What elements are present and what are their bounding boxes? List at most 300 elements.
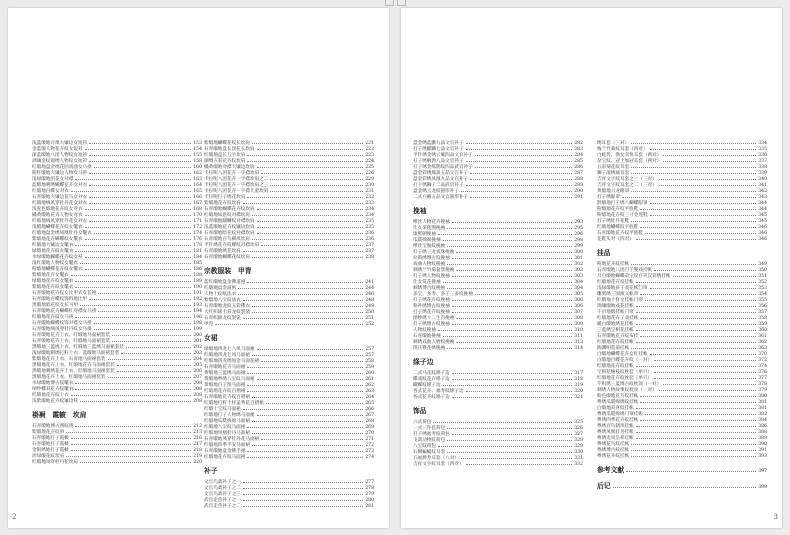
toc-entry-title: 刺绣人物故事纹枕顶（一对） xyxy=(597,388,657,393)
toc-entry-title: 红缎地蝴蝶纹平底鞋 xyxy=(597,225,639,230)
toc-entry-page: 274 xyxy=(365,455,374,460)
toc-entry[interactable] xyxy=(413,194,583,200)
toc-entry[interactable] xyxy=(204,254,374,260)
leader-dots xyxy=(452,273,572,277)
toc-entry-title: 宝相花缠枝纹枕套（单只） xyxy=(597,370,653,375)
toc-entry-title: 红缎地花卉纹女马褂 xyxy=(32,315,74,320)
leader-dots xyxy=(243,200,363,204)
toc-entry-page: 359 xyxy=(758,322,767,327)
leader-dots xyxy=(447,225,572,229)
leader-dots xyxy=(261,358,363,362)
section-heading-text: 挽袖 xyxy=(413,207,427,215)
toc-entry-title: 石青缎地挽袖 xyxy=(413,334,441,339)
toc-entry-title: 石青缎地蝴蝶花卉纹坎肩 xyxy=(204,207,255,212)
toc-entry-page: 160 xyxy=(193,165,202,170)
leader-dots xyxy=(243,485,363,489)
leader-dots xyxy=(447,345,572,349)
toc-entry-title: 金银绣地打子霞帔 xyxy=(32,448,69,453)
toc-entry-page: 330 xyxy=(574,450,583,455)
toc-entry-title: 粘补绣博古纹挽袖 xyxy=(413,304,450,309)
leader-dots xyxy=(631,447,756,451)
leader-dots xyxy=(247,152,363,156)
toc-entry-title: 拉锁绣博古纹挽袖 xyxy=(413,256,450,261)
toc-entry-title: 白缎地双喜纹挂帐 xyxy=(597,406,634,411)
toc-entry-page: 222 xyxy=(365,147,374,152)
leader-dots xyxy=(66,429,191,433)
toc-entry-page: 362 xyxy=(758,340,767,345)
leader-dots xyxy=(66,453,191,457)
toc-entry-page: 328 xyxy=(574,438,583,443)
section-heading-text: 后记 xyxy=(597,482,611,490)
toc-entry-page: 206 xyxy=(193,369,202,374)
toc-entry-title: 打子绣鹌鹑八品文官补子 xyxy=(413,159,464,164)
leader-dots xyxy=(640,224,756,228)
toc-entry-page: 379 xyxy=(758,388,767,393)
toc-entry-page: 265 xyxy=(365,401,374,406)
toc-entry-title: 红缎地瓜瓞绵绵马面裙 xyxy=(204,419,250,424)
toc-entry-page: 246 xyxy=(365,292,374,297)
toc-entry-title: 淡绿缎花纹坎肩 xyxy=(32,454,65,459)
toc-entry-title: 粉缎地蝴蝶花卉纹女氅衣 xyxy=(32,267,83,272)
toc-entry-page: 190 xyxy=(193,285,202,290)
toc-entry-title: 石青缎地百蝶纹饰料地比甲 xyxy=(32,297,88,302)
leader-dots xyxy=(654,369,756,373)
toc-entry-title: 各式花卉纹绦子边 xyxy=(413,395,450,400)
leader-dots xyxy=(270,176,363,180)
toc-entry-page: 306 xyxy=(574,298,583,303)
toc-entry-page: 233 xyxy=(365,201,374,206)
toc-entry-page: 261 xyxy=(365,377,374,382)
toc-entry-title: 石青缎地打子霞帔 xyxy=(32,442,69,447)
toc-entry-title: 绿缎地花卉纹女氅衣 xyxy=(32,249,74,254)
toc-entry-page: 216 xyxy=(193,436,202,441)
toc-entry-page: 168 xyxy=(193,207,202,212)
toc-entry-title: 黑缎地三蓝绣上衣、红缎地三蓝绣马面裙套装 xyxy=(32,345,124,350)
toc-entry-title: 盘金绣云龙纹圆形补子 xyxy=(413,189,459,194)
toc-entry-title: 酒镶金纹锦绣人物纹女短衫 xyxy=(32,159,88,164)
toc-entry-page: 176 xyxy=(193,237,202,242)
toc-entry-title: 白缎地蝴蝶花卉女红挂帐 xyxy=(597,352,648,357)
toc-entry-title: 石榴蝙蝠纹耳套 xyxy=(413,450,446,455)
toc-entry-title: 月白缎地蝴蝶杂宝纹百笑汉彩绣挂帐 xyxy=(597,274,671,279)
toc-entry-title: 粉红缎地大镶边人物女马褂 xyxy=(32,171,88,176)
toc-entry-title: 紫缎地八宝纹法衣 xyxy=(204,298,241,303)
toc-entry-page: 269 xyxy=(365,425,374,430)
toc-entry-page: 296 xyxy=(574,232,583,237)
toc-entry-title: 石青缎地花卉纹平底鞋 xyxy=(597,231,643,236)
toc-entry-title: 红缎地百蝶女对衣 xyxy=(32,189,69,194)
toc-entry-page: 390 xyxy=(758,442,767,447)
toc-entry-title: 黑缎地花卉上衣、红缎地马面裙套装 xyxy=(32,375,106,380)
toc-entry-title: 武官走兽补子之二 xyxy=(204,504,241,509)
toc-entry-page: 291 xyxy=(574,195,583,200)
toc-entry-page: 218 xyxy=(193,448,202,453)
toc-entry-page: 346 xyxy=(758,237,767,242)
toc-entry[interactable] xyxy=(204,321,374,327)
leader-dots xyxy=(640,206,756,210)
toc-entry[interactable] xyxy=(413,461,583,467)
toc-entry-title: 金蓝缎人物花卉纹女短衫 xyxy=(32,147,83,152)
toc-entry-title: 红缎地花卉纹百褶裙 xyxy=(204,389,246,394)
toc-entry-page: 192 xyxy=(193,297,202,302)
toc-entry-page: 391 xyxy=(758,448,767,453)
toc-entry-page: 321 xyxy=(574,395,583,400)
toc-entry-page: 270 xyxy=(365,431,374,436)
leader-dots xyxy=(89,140,191,144)
leader-dots xyxy=(89,194,191,198)
leader-dots xyxy=(243,248,363,252)
leader-dots xyxy=(659,176,756,180)
toc-entry[interactable] xyxy=(413,394,583,400)
toc-entry-page: 335 xyxy=(758,147,767,152)
toc-entry-title: 红缎地打子人物绣马面裙 xyxy=(204,413,255,418)
toc-entry-page: 203 xyxy=(193,351,202,356)
toc-entry-title: 绿缎地花卉纹女氅衣 xyxy=(32,279,74,284)
toc-entry-page: 363 xyxy=(758,346,767,351)
leader-dots xyxy=(252,212,363,216)
leader-dots xyxy=(257,146,364,150)
section-heading xyxy=(597,465,767,475)
leader-dots xyxy=(261,170,363,174)
leader-dots xyxy=(631,218,756,222)
leader-dots xyxy=(631,170,756,174)
toc-entry-page: 293 xyxy=(574,220,583,225)
toc-entry-title: 白蛇传、渔女卖鱼耳套（两对） xyxy=(597,153,662,158)
toc-entry-page: 208 xyxy=(193,393,202,398)
toc-entry-page: 290 xyxy=(574,189,583,194)
toc-entry-title: 粤绣凤凰牡丹挂帐 xyxy=(597,430,634,435)
toc-entry-title: 黔缎地打子绣八蝴蝶眼罩 xyxy=(597,201,648,206)
toc-entry-title: 石青缎地花卉上衣、红缎地马面裙套装 xyxy=(32,339,111,344)
leader-dots xyxy=(252,430,363,434)
toc-entry-page: 280 xyxy=(365,498,374,503)
toc-entry-title: 黑缎地刺绣花卉上衣、红缎地马面裙套装 xyxy=(32,369,115,374)
toc-entry-title: 石青缎地博古图纹褂 xyxy=(32,424,74,429)
toc-entry-title: 红缎十宝纹马面裙 xyxy=(204,407,241,412)
toc-entry-page: 326 xyxy=(574,426,583,431)
toc-entry-title: 紫缎地花卉女氅衣 xyxy=(32,273,69,278)
section-page-number: 399 xyxy=(758,485,767,490)
toc-entry-title: 浅红缎地人物纹女氅衣 xyxy=(32,261,78,266)
toc-entry-title: 湖绸五彩花卉纹坎肩 xyxy=(204,159,246,164)
toc-entry-title: 雕刻绣三国演义帐帘 xyxy=(597,292,639,297)
toc-entry-page: 235 xyxy=(365,225,374,230)
toc-entry-title: 水绿缎地博古纹氅衣 xyxy=(32,381,74,386)
toc-entry-title: 打子绣狮子二品武官补子 xyxy=(413,183,464,188)
toc-entry-page: 289 xyxy=(574,183,583,188)
toc-entry-title: 石青缎地大镶边花鸟女对衣 xyxy=(32,195,88,200)
leader-dots xyxy=(645,230,756,234)
toc-entry-title: 蝴蝶纹绦子边 xyxy=(413,383,441,388)
toc-entry[interactable] xyxy=(32,398,202,404)
toc-entry-page: 303 xyxy=(574,274,583,279)
leader-dots xyxy=(636,435,756,439)
leader-dots xyxy=(117,362,192,366)
leader-dots xyxy=(266,400,363,404)
leader-dots xyxy=(433,419,572,423)
toc-entry-page: 268 xyxy=(365,419,374,424)
leader-dots xyxy=(438,443,572,447)
leader-dots xyxy=(438,231,572,235)
toc-entry-page: 162 xyxy=(193,171,202,176)
leader-dots xyxy=(631,140,756,144)
toc-column-3 xyxy=(413,140,583,467)
toc-column-1 xyxy=(32,140,202,465)
leader-dots xyxy=(631,345,756,349)
toc-entry-title: 武官走兽补子之一 xyxy=(204,498,241,503)
toc-entry-title: 粤绣瓜瓞绵绵纹挂帐 xyxy=(597,400,639,405)
toc-entry-page: 345 xyxy=(758,219,767,224)
right-page xyxy=(401,8,782,528)
toc-entry-page: 193 xyxy=(193,303,202,308)
leader-dots xyxy=(247,364,363,368)
leader-dots xyxy=(257,346,364,350)
leader-dots xyxy=(650,212,757,216)
leader-dots xyxy=(247,194,363,198)
toc-entry-page: 343 xyxy=(758,195,767,200)
toc-entry-title: 六式荷包 xyxy=(413,420,432,425)
toc-entry-title: 多宝、多寿、多子三多纹挽袖 xyxy=(413,292,473,297)
toc-entry[interactable] xyxy=(204,503,374,509)
toc-entry-page: 189 xyxy=(193,279,202,284)
leader-dots xyxy=(257,164,364,168)
leader-dots xyxy=(447,449,572,453)
toc-entry-page: 200 xyxy=(193,333,202,338)
toc-entry-page: 241 xyxy=(365,280,374,285)
leader-dots xyxy=(252,394,363,398)
leader-dots xyxy=(456,339,572,343)
toc-entry-title: 各式花卉、福寿纹绦子边 xyxy=(413,389,464,394)
leader-dots xyxy=(438,327,572,331)
toc-entry-page: 299 xyxy=(574,244,583,249)
leader-dots xyxy=(636,236,756,240)
toc-entry-title: 粉缎地花卉纹三寸金莲鞋 xyxy=(597,213,648,218)
toc-entry-page: 384 xyxy=(758,418,767,423)
toc-entry-title: 红缎地花卉子戏挂帐 xyxy=(597,316,639,321)
leader-dots xyxy=(71,272,191,276)
toc-entry-title: 打子绣花卉纹挽袖 xyxy=(413,310,450,315)
leader-dots xyxy=(650,285,757,289)
toc-entry-page: 308 xyxy=(574,316,583,321)
leader-dots xyxy=(89,170,191,174)
toc-entry-title: 锦镶缎地戏花挂帐 xyxy=(597,304,634,309)
toc-entry[interactable] xyxy=(597,236,767,242)
toc-entry-title: 紫缎地蝴蝶花纹长坎肩 xyxy=(204,141,250,146)
leader-dots xyxy=(252,418,363,422)
leader-dots xyxy=(80,302,191,306)
toc-entry-title: 红缎地八宝纹马面裙 xyxy=(204,425,246,430)
toc-entry-page: 196 xyxy=(193,315,202,320)
leader-dots xyxy=(89,200,191,204)
leader-dots xyxy=(640,291,756,295)
toc-entry-page: 264 xyxy=(365,395,374,400)
toc-entry-page: 220 xyxy=(193,460,202,465)
toc-entry-title: 紫缎地花卉纹女氅衣 xyxy=(32,285,74,290)
leader-dots xyxy=(247,279,363,283)
toc-entry-title: 文官鸟禽补子之三 xyxy=(204,492,241,497)
toc-entry-page: 389 xyxy=(758,436,767,441)
leader-dots xyxy=(247,388,363,392)
toc-entry-page: 224 xyxy=(365,159,374,164)
toc-entry-title: 红缎地四龙绣加金马面花裙 xyxy=(204,359,260,364)
toc-entry-title: 红缎地花卉纹枕套（单只） xyxy=(597,376,653,381)
toc-entry-title: 石青缎地麒麟纹对襟坎肩 xyxy=(204,219,255,224)
toc-entry-page: 381 xyxy=(758,400,767,405)
toc-entry-title: 红缎地凤凰牡丹马面裙 xyxy=(204,431,250,436)
toc-entry-page: 376 xyxy=(758,370,767,375)
toc-entry-title: 文官鸟禽补子之一 xyxy=(204,480,241,485)
leader-dots xyxy=(447,243,572,247)
toc-entry-title: 二式白鹇五品文官圆形补子 xyxy=(413,195,469,200)
leader-dots xyxy=(645,297,756,301)
toc-entry-title: 粤绣瓜瓞绵绵门帘挂帐 xyxy=(597,412,643,417)
toc-entry-title: 芋织绣三蓝博古纹枕顶（一对） xyxy=(597,382,662,387)
leader-dots xyxy=(252,309,363,313)
leader-dots xyxy=(75,314,191,318)
toc-entry-title: 紫缎地花卉上衣、石青地马面裙套装 xyxy=(32,357,106,362)
leader-dots xyxy=(654,357,756,361)
toc-entry-title: 陶渊明赏菊挂帐 xyxy=(597,346,630,351)
leader-dots xyxy=(452,219,572,223)
leader-dots xyxy=(456,267,572,271)
section-heading xyxy=(204,333,374,343)
toc-entry-page: 263 xyxy=(365,389,374,394)
toc-entry-page: 378 xyxy=(758,382,767,387)
toc-entry-title: 红缎地花卉纹挂帐 xyxy=(597,280,634,285)
toc-entry-page: 250 xyxy=(365,310,374,315)
leader-dots xyxy=(452,370,572,374)
toc-entry-title: 盘金绣蓝鹏九品文官补子 xyxy=(413,141,464,146)
toc-entry-title: 浅绿缎地团花女对襟 xyxy=(32,177,74,182)
page-number-left: 2 xyxy=(12,513,17,521)
toc-entry-page: 301 xyxy=(574,256,583,261)
toc-entry-page: 202 xyxy=(193,345,202,350)
toc-entry-title: 橘黄缎地对襟大镶边坎肩 xyxy=(204,165,255,170)
toc-entry-title: 石青缎地盘长团花长坎肩 xyxy=(204,147,255,152)
toc-entry-page: 306 xyxy=(574,304,583,309)
leader-dots xyxy=(243,479,363,483)
toc-entry-title: 一式三件套荷包 xyxy=(413,426,446,431)
toc-entry-page: 298 xyxy=(574,238,583,243)
leader-dots xyxy=(243,297,363,301)
toc-entry-title: 粤绣博古纹挂帐 xyxy=(597,448,630,453)
leader-dots xyxy=(659,387,756,391)
toc-entry-title: 红缎地花卉纹上衣 xyxy=(32,393,69,398)
toc-entry-page: 361 xyxy=(758,334,767,339)
leader-dots xyxy=(443,237,573,241)
toc-entry-page: 382 xyxy=(758,412,767,417)
leader-dots xyxy=(673,273,757,277)
leader-dots xyxy=(466,140,573,144)
leader-dots xyxy=(452,303,572,307)
leader-dots xyxy=(257,224,364,228)
toc-entry-page: 158 xyxy=(193,159,202,164)
leader-dots xyxy=(636,327,756,331)
toc-entry-title: 白缎地百蝶花卉纹（一对） xyxy=(597,358,653,363)
leader-dots xyxy=(247,382,363,386)
leader-dots xyxy=(85,254,192,258)
toc-entry-title: 缂丝人物花卉挽袖 xyxy=(413,220,450,225)
leader-dots xyxy=(108,374,192,378)
toc-entry-page: 262 xyxy=(365,383,374,388)
toc-entry-title: 粉缎地花卉纹平底鞋 xyxy=(597,207,639,212)
toc-entry[interactable] xyxy=(204,454,374,460)
leader-dots xyxy=(98,290,191,294)
leader-dots xyxy=(243,497,363,501)
toc-entry[interactable] xyxy=(597,453,767,459)
page-number-right: 3 xyxy=(773,513,778,521)
toc-entry-page: 230 xyxy=(365,183,374,188)
leader-dots xyxy=(461,188,572,192)
toc-entry-title: 千层地缎挂帐门帘 xyxy=(597,310,634,315)
leader-dots xyxy=(247,158,363,162)
toc-entry-title: 红缎地打籽十样盖秀花百褶裙 xyxy=(204,401,264,406)
toc-entry-title: 粉地花卉纹挂帐 xyxy=(597,262,630,267)
toc-entry-page: 194 xyxy=(193,309,202,314)
toc-entry[interactable] xyxy=(413,345,583,351)
leader-dots xyxy=(71,441,191,445)
toc-entry-title: 打子绣福寿纹荷包 xyxy=(413,432,450,437)
leader-dots xyxy=(636,321,756,325)
leader-dots xyxy=(631,453,756,457)
toc-entry-page: 171 xyxy=(193,219,202,224)
leader-dots xyxy=(243,406,363,410)
toc-entry-page: 186 xyxy=(193,267,202,272)
leader-dots xyxy=(94,164,191,168)
leader-dots xyxy=(626,468,756,472)
leader-dots xyxy=(466,146,573,150)
binding-mark xyxy=(381,0,409,8)
toc-entry-page: 229 xyxy=(365,177,374,182)
toc-entry-title: 人物十纹纸法衣 xyxy=(204,292,237,297)
leader-dots xyxy=(461,455,572,459)
toc-entry-page: 153 xyxy=(193,141,202,146)
toc-entry-title: 打子绣牡丹花鞋 xyxy=(597,219,630,224)
leader-dots xyxy=(112,332,191,336)
toc-entry-page: 205 xyxy=(193,363,202,368)
leader-dots xyxy=(75,176,191,180)
leader-dots xyxy=(75,242,191,246)
toc-entry-page: 287 xyxy=(574,171,583,176)
leader-dots xyxy=(257,376,364,380)
leader-dots xyxy=(257,230,364,234)
leader-dots xyxy=(475,291,572,295)
toc-entry-page: 174 xyxy=(193,231,202,236)
leader-dots xyxy=(640,399,756,403)
toc-entry-page: 155 xyxy=(193,153,202,158)
leader-dots xyxy=(243,315,363,319)
toc-entry-title: 石青缎地打子霞帔 xyxy=(32,436,69,441)
toc-entry-page: 345 xyxy=(758,213,767,218)
leader-dots xyxy=(261,436,363,440)
leader-dots xyxy=(636,309,756,313)
leader-dots xyxy=(447,285,572,289)
toc-entry-page: 278 xyxy=(365,486,374,491)
leader-dots xyxy=(466,461,573,465)
toc-entry-title: 橘黄缎地花卉人物女对衣 xyxy=(32,213,83,218)
leader-dots xyxy=(650,351,757,355)
toc-entry-page: 386 xyxy=(758,424,767,429)
leader-dots xyxy=(108,356,192,360)
toc-entry[interactable] xyxy=(32,459,202,465)
leader-dots xyxy=(650,200,757,204)
toc-entry-page: 208 xyxy=(193,381,202,386)
toc-entry-page: 257 xyxy=(365,347,374,352)
leader-dots xyxy=(75,386,191,390)
toc-entry-page: 346 xyxy=(758,225,767,230)
toc-entry-title: 红缎地四季平安马面裙 xyxy=(204,443,250,448)
toc-entry-page: 231 xyxy=(365,189,374,194)
